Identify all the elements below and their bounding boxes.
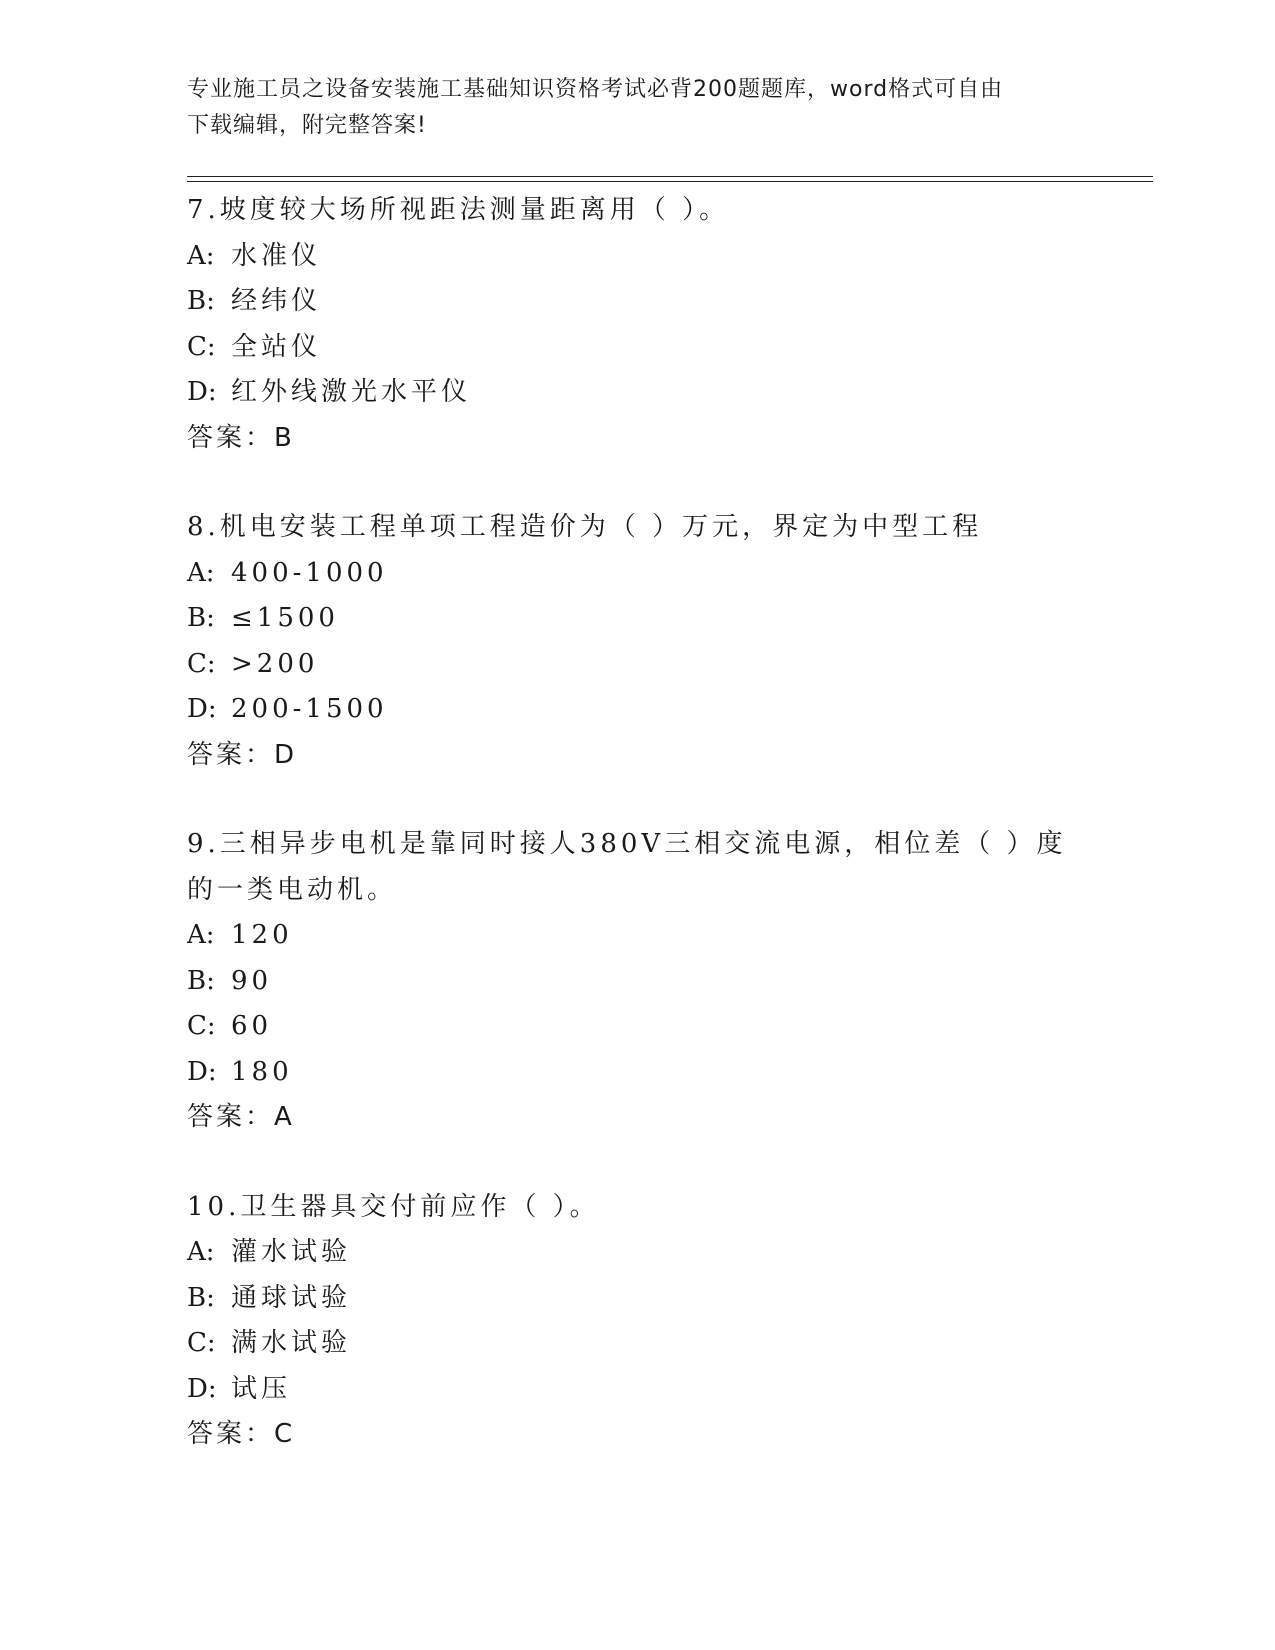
option-text: 全站仪 [231, 331, 322, 362]
option-d [187, 1367, 1147, 1413]
option-text: 60 [231, 1011, 273, 1041]
question-stem: 7.坡度较大场所视距法测量距离用（ ）。 [187, 195, 730, 225]
option-text: 120 [231, 920, 293, 950]
option-key: B: [187, 1282, 215, 1313]
option-text: 400-1000 [231, 557, 388, 588]
option-b [187, 959, 1147, 1005]
option-key: B: [187, 965, 215, 996]
option-text: 经纬仪 [231, 286, 322, 316]
option-c [187, 325, 1147, 371]
question-stem: 10.卫生器具交付前应作（ ）。 [187, 1191, 600, 1222]
option-key: A: [187, 1237, 215, 1267]
option-key: D: [187, 1373, 217, 1404]
answer-label: 答案：A [187, 1102, 295, 1132]
header-divider-top [187, 176, 1153, 177]
option-c [187, 1321, 1147, 1367]
option-text: 灌水试验 [231, 1237, 352, 1267]
header-line-2: 下载编辑，附完整答案! [187, 113, 427, 138]
option-text: 90 [231, 965, 273, 996]
option-d [187, 687, 1147, 733]
option-a [187, 913, 1147, 959]
option-c [187, 642, 1147, 688]
answer-label: 答案：D [187, 739, 298, 770]
option-key: C: [187, 331, 216, 362]
question-7 [187, 188, 1147, 461]
question-stem: 9.三相异步电机是靠同时接人380V三相交流电源，相位差（ ）度的一类电动机。 [187, 829, 1067, 905]
answer-label: 答案：B [187, 422, 295, 453]
option-text: ≤1500 [231, 603, 339, 633]
option-d [187, 370, 1147, 416]
option-a [187, 551, 1147, 597]
option-text: 180 [231, 1056, 293, 1087]
option-key: C: [187, 1328, 216, 1358]
option-key: D: [187, 377, 217, 407]
option-a [187, 234, 1147, 280]
option-key: B: [187, 286, 215, 316]
question-8 [187, 505, 1147, 778]
option-key: B: [187, 603, 215, 633]
question-9 [187, 822, 1147, 1141]
option-key: D: [187, 694, 217, 724]
question-10 [187, 1185, 1147, 1458]
option-text: 水准仪 [231, 240, 322, 271]
option-text: 通球试验 [231, 1282, 352, 1313]
option-key: D: [187, 1056, 217, 1087]
option-text: 试压 [231, 1373, 292, 1404]
option-d [187, 1050, 1147, 1096]
option-key: A: [187, 920, 215, 950]
option-key: A: [187, 557, 215, 588]
question-stem: 8.机电安装工程单项工程造价为（ ）万元，界定为中型工程 [187, 512, 983, 542]
option-c [187, 1004, 1147, 1050]
option-key: C: [187, 1011, 216, 1041]
option-text: 满水试验 [231, 1328, 352, 1358]
option-b [187, 279, 1147, 325]
option-key: C: [187, 648, 216, 679]
option-text: >200 [231, 648, 319, 679]
option-text: 200-1500 [231, 694, 388, 724]
option-b [187, 1276, 1147, 1322]
option-text: 红外线激光水平仪 [231, 377, 472, 407]
answer-label: 答案：C [187, 1419, 296, 1449]
document-header [187, 72, 1067, 144]
option-a [187, 1230, 1147, 1276]
question-list [187, 188, 1147, 1502]
header-divider-bottom [187, 181, 1153, 182]
option-b [187, 596, 1147, 642]
header-line-1: 专业施工员之设备安装施工基础知识资格考试必背200题题库，word格式可自由 [187, 77, 1004, 102]
option-key: A: [187, 240, 215, 271]
